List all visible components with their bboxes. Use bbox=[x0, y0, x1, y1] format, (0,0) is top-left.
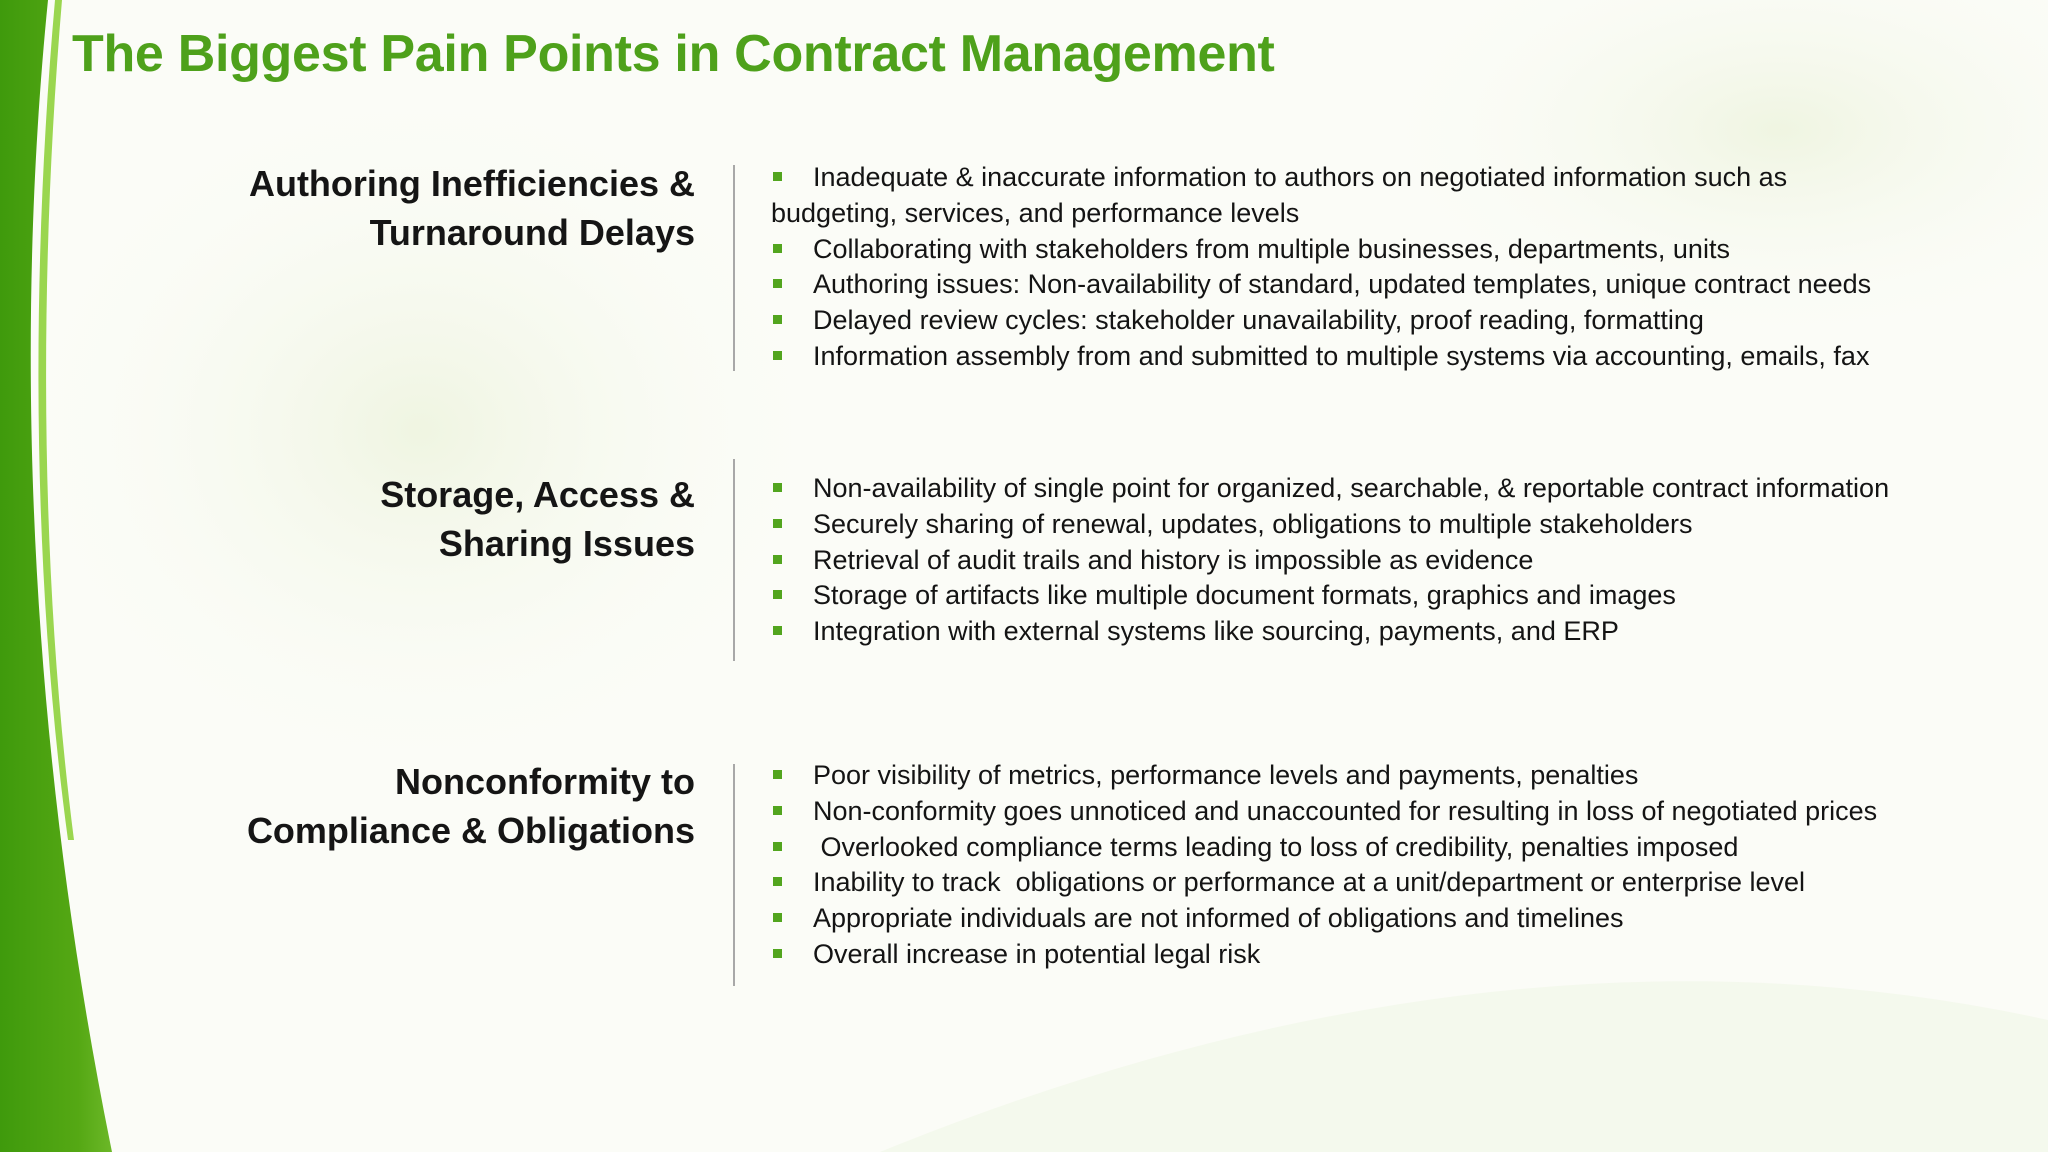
bullet-item: Appropriate individuals are not informed of obligations and timelines bbox=[771, 901, 2031, 937]
section-heading-line: Sharing Issues bbox=[438, 523, 695, 564]
section-divider bbox=[733, 165, 735, 371]
section-heading-line: Storage, Access & bbox=[380, 474, 695, 515]
bullet-item: Delayed review cycles: stakeholder unavailability, proof reading, formatting bbox=[771, 303, 2031, 339]
bullet-item: Non-availability of single point for organized, searchable, & reportable contract information bbox=[771, 471, 2031, 507]
bullet-item: Overall increase in potential legal risk bbox=[771, 937, 2031, 973]
section-heading-line: Authoring Inefficiencies & bbox=[248, 163, 695, 204]
bullet-item: Integration with external systems like sourcing, payments, and ERP bbox=[771, 614, 2031, 650]
bullet-item: Inadequate & inaccurate information to authors on negotiated information such as budgeting, services, and performance levels bbox=[771, 160, 1831, 232]
bullet-item: Inability to track obligations or performance at a unit/department or enterprise level bbox=[771, 865, 2031, 901]
bullet-item: Storage of artifacts like multiple document formats, graphics and images bbox=[771, 578, 2031, 614]
section-heading-line: Compliance & Obligations bbox=[246, 810, 695, 851]
bullet-list bbox=[771, 471, 2031, 650]
section-divider bbox=[733, 459, 735, 661]
slide-title: The Biggest Pain Points in Contract Management bbox=[72, 25, 1275, 83]
section-heading bbox=[235, 470, 695, 568]
section-heading bbox=[235, 159, 695, 257]
section-heading-line: Turnaround Delays bbox=[369, 212, 695, 253]
bullet-item: Collaborating with stakeholders from multiple businesses, departments, units bbox=[771, 232, 2031, 268]
section-heading bbox=[235, 757, 695, 855]
bullet-item: Poor visibility of metrics, performance levels and payments, penalties bbox=[771, 758, 2031, 794]
bullet-item: Authoring issues: Non-availability of standard, updated templates, unique contract needs bbox=[771, 267, 2031, 303]
bullet-item: Non-conformity goes unnoticed and unaccounted for resulting in loss of negotiated prices bbox=[771, 794, 2031, 830]
bullet-item: Securely sharing of renewal, updates, obligations to multiple stakeholders bbox=[771, 507, 2031, 543]
bullet-item: Information assembly from and submitted to multiple systems via accounting, emails, fax bbox=[771, 339, 2031, 375]
section-heading-line: Nonconformity to bbox=[395, 761, 695, 802]
bullet-item: Retrieval of audit trails and history is impossible as evidence bbox=[771, 543, 2031, 579]
bullet-list bbox=[771, 758, 2031, 973]
section-divider bbox=[733, 764, 735, 986]
bullet-list bbox=[771, 160, 2031, 375]
bullet-item: Overlooked compliance terms leading to loss of credibility, penalties imposed bbox=[771, 830, 2031, 866]
